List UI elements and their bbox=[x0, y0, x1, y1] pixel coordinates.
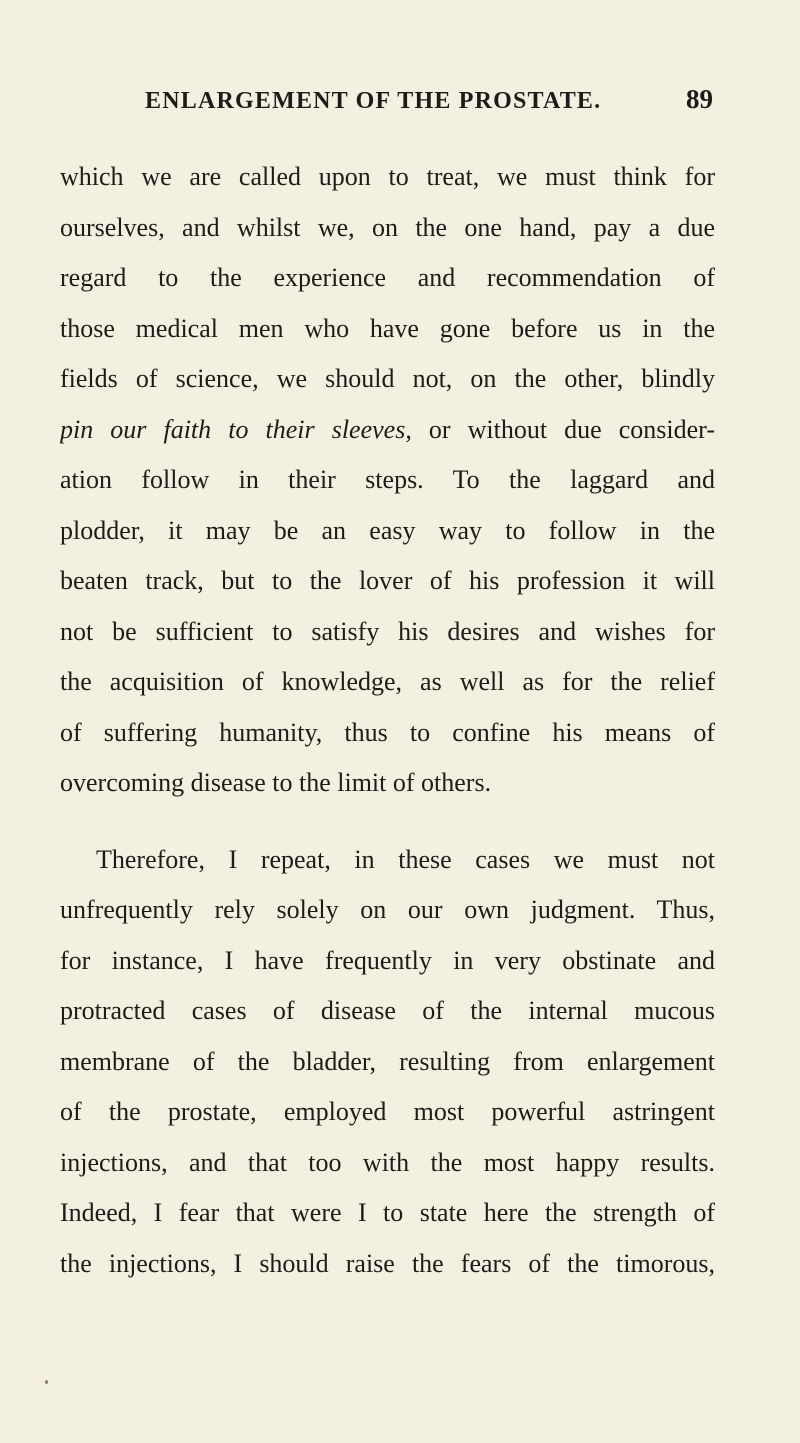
text-line-with-italic bbox=[60, 405, 715, 456]
text-line: overcoming disease to the limit of others. bbox=[60, 768, 492, 797]
text-line: the injections, I should raise the fears of the timorous, bbox=[60, 1248, 715, 1278]
text-line: plodder, it may be an easy way to follow in the bbox=[60, 515, 715, 545]
paragraph-1 bbox=[60, 152, 715, 809]
text-line: Indeed, I fear that were I to state here the strength of bbox=[60, 1198, 715, 1227]
text-line: fields of science, we should not, on the other, blindly bbox=[60, 364, 715, 393]
text-line: which we are called upon to treat, we must think for bbox=[60, 162, 715, 191]
text-line: injections, and that too with the most happy results. bbox=[60, 1147, 715, 1177]
page-number: 89 bbox=[686, 84, 713, 114]
body-text bbox=[60, 152, 715, 1289]
text-line: Therefore, I repeat, in these cases we must not bbox=[96, 844, 715, 874]
italic-phrase: pin our faith to their sleeves, bbox=[60, 414, 412, 444]
running-head-title: ENLARGEMENT OF THE PROSTATE. bbox=[145, 88, 602, 114]
text-line: those medical men who have gone before us in the bbox=[60, 313, 715, 343]
text-line: beaten track, but to the lover of his profession it will bbox=[60, 566, 715, 595]
text-line: the acquisition of knowledge, as well as for the relief bbox=[60, 667, 715, 696]
text-line-rest: or without due consider- bbox=[411, 414, 715, 444]
text-line: not be sufficient to satisfy his desires and wishes for bbox=[60, 616, 715, 646]
paragraph-gap bbox=[60, 809, 715, 835]
text-line: ourselves, and whilst we, on the one hand, pay a due bbox=[60, 212, 715, 242]
running-head bbox=[145, 84, 713, 124]
text-line: membrane of the bladder, resulting from enlargement bbox=[60, 1046, 715, 1076]
paragraph-2 bbox=[60, 835, 715, 1290]
text-line: of the prostate, employed most powerful astringent bbox=[60, 1097, 715, 1126]
text-line: for instance, I have frequently in very obstinate and bbox=[60, 945, 715, 975]
text-line: of suffering humanity, thus to confine his means of bbox=[60, 717, 715, 747]
text-line: regard to the experience and recommendation of bbox=[60, 263, 715, 292]
text-line: unfrequently rely solely on our own judgment. Thus, bbox=[60, 895, 715, 924]
text-line: ation follow in their steps. To the laggard and bbox=[60, 465, 715, 494]
paper-speck bbox=[45, 1380, 48, 1384]
text-line: protracted cases of disease of the internal mucous bbox=[60, 996, 715, 1025]
